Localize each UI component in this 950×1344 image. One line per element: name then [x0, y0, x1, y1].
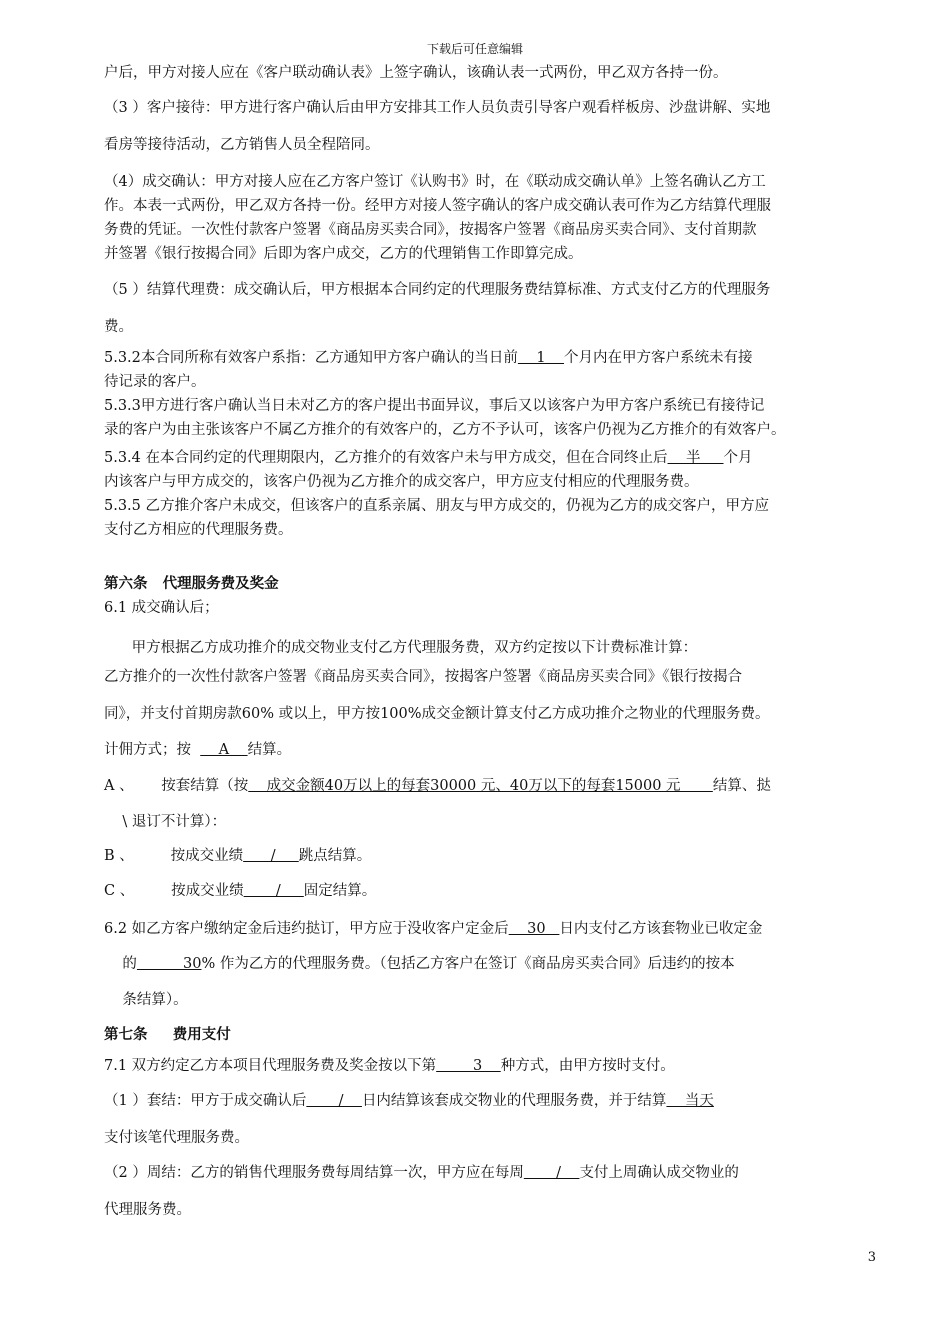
text-line: 同》，并支付首期房款60% 或以上，甲方按100%成交金额计算支付乙方成功推介之物业的代理服务费。 — [104, 706, 770, 722]
text-segment: 支付上周确认成交物业的 — [579, 1165, 739, 1181]
text-line: 条结算）。 — [104, 992, 188, 1008]
page-number: 3 — [867, 1250, 876, 1265]
text-line — [104, 447, 753, 469]
text-segment: 跳点结算。 — [298, 848, 372, 864]
text-line — [104, 1162, 739, 1184]
text-segment: B 、 按成交业绩 — [104, 848, 244, 864]
text-line: 6.1 成交确认后； — [104, 600, 219, 616]
text-line: 费。 — [104, 319, 133, 335]
text-line — [104, 953, 735, 975]
text-line: \ 退订不计算）： — [104, 814, 227, 830]
text-segment: 日内结算该套成交物业的代理服务费，并于结算 — [361, 1093, 667, 1109]
text-segment: （1 ）套结：甲方于成交确认后 — [104, 1093, 307, 1109]
filled-blank: / — [243, 848, 299, 864]
filled-blank: 半 — [667, 450, 724, 466]
text-line: 5.3.3甲方进行客户确认当日未对乙方的客户提出书面异议，事后又以该客户为甲方客户系统已有接待记 — [104, 398, 765, 414]
text-segment: （2 ）周结：乙方的销售代理服务费每周结算一次，甲方应在每周 — [104, 1165, 524, 1181]
text-segment: 5.3.2本合同所称有效客户系指：乙方通知甲方客户确认的当日前 — [104, 350, 518, 366]
filled-blank: 成交金额40万以上的每套30000 元、40万以下的每套15000 元 — [248, 778, 713, 794]
text-line — [104, 880, 376, 902]
text-line: 支付乙方相应的代理服务费。 — [104, 522, 293, 538]
text-line: 并签署《银行按揭合同》后即为客户成交，乙方的代理销售工作即算完成。 — [104, 246, 583, 262]
text-line — [104, 918, 762, 940]
section-heading: 第七条 费用支付 — [104, 1026, 231, 1043]
text-line: 支付该笔代理服务费。 — [104, 1130, 249, 1146]
text-segment: 种方式，由甲方按时支付。 — [500, 1058, 675, 1074]
text-line: 务费的凭证。一次性付款客户签署《商品房买卖合同》，按揭客户签署《商品房买卖合同》、支付首期款 — [104, 222, 757, 238]
filled-blank: 30 — [136, 956, 202, 972]
filled-blank: A — [200, 742, 248, 758]
text-line: 5.3.5 乙方推介客户未成交，但该客户的直系亲属、朋友与甲方成交的，仍视为乙方的成交客户，甲方应 — [104, 498, 769, 514]
text-line: （5 ）结算代理费：成交确认后，甲方根据本合同约定的代理服务费结算标准、方式支付乙方的代理服务 — [104, 282, 771, 298]
filled-blank: / — [306, 1093, 362, 1109]
text-line: 户后，甲方对接人应在《客户联动确认表》上签字确认，该确认表一式两份，甲乙双方各持一份。 — [104, 65, 728, 81]
text-line — [104, 739, 291, 761]
text-line: 录的客户为由主张该客户不属乙方推介的有效客户的，乙方不予认可，该客户仍视为乙方推介的有效客户。 — [104, 422, 786, 438]
text-segment: 计佣方式；按 — [104, 742, 201, 758]
text-segment: 5.3.4 在本合同约定的代理期限内，乙方推介的有效客户未与甲方成交，但在合同终止后 — [104, 450, 668, 466]
filled-blank: 3 — [436, 1058, 501, 1074]
text-segment: 固定结算。 — [303, 883, 377, 899]
text-line: 代理服务费。 — [104, 1202, 191, 1218]
filled-blank: / — [523, 1165, 580, 1181]
text-segment: 6.2 如乙方客户缴纳定金后违约挞订，甲方应于没收客户定金后 — [104, 921, 509, 937]
text-segment: 7.1 双方约定乙方本项目代理服务费及奖金按以下第 — [104, 1058, 437, 1074]
text-line: （4）成交确认：甲方对接人应在乙方客户签订《认购书》时，在《联动成交确认单》上签名确认乙方工 — [104, 174, 766, 190]
text-line: 乙方推介的一次性付款客户签署《商品房买卖合同》，按揭客户签署《商品房买卖合同》《银行按揭合 — [104, 669, 742, 685]
filled-blank: 1 — [517, 350, 565, 366]
text-segment: 日内支付乙方该套物业已收定金 — [559, 921, 763, 937]
text-line — [104, 775, 771, 797]
text-line — [104, 1090, 714, 1112]
text-segment: A 、 按套结算（按 — [104, 778, 249, 794]
text-line — [104, 845, 371, 867]
text-segment: 结算。 — [247, 742, 292, 758]
text-segment: 结算、挞 — [712, 778, 771, 794]
filled-blank: / — [243, 883, 304, 899]
text-line: 待记录的客户。 — [104, 374, 206, 390]
text-line: 内该客户与甲方成交的，该客户仍视为乙方推介的成交客户，甲方应支付相应的代理服务费。 — [104, 474, 699, 490]
filled-blank: 30 — [508, 921, 560, 937]
text-line: （3 ）客户接待：甲方进行客户确认后由甲方安排其工作人员负责引导客户观看样板房、沙盘讲解、实地 — [104, 100, 771, 116]
text-line — [104, 347, 753, 369]
text-segment: 个月 — [723, 450, 753, 466]
text-line: 看房等接待活动，乙方销售人员全程陪同。 — [104, 137, 380, 153]
text-segment: 的 — [104, 956, 137, 972]
section-heading: 第六条 代理服务费及奖金 — [104, 575, 279, 592]
filled-blank: 当天 — [666, 1093, 714, 1109]
text-segment: % 作为乙方的代理服务费。（包括乙方客户在签订《商品房买卖合同》后违约的按本 — [201, 956, 735, 972]
text-line — [104, 1055, 675, 1077]
page-header: 下载后可任意编辑 — [426, 42, 523, 56]
text-segment: 个月内在甲方客户系统未有接 — [564, 350, 753, 366]
text-segment: C 、 按成交业绩 — [104, 883, 244, 899]
text-line: 作。本表一式两份，甲乙双方各持一份。经甲方对接人签字确认的客户成交确认表可作为乙方结算代理服 — [104, 198, 771, 214]
text-line: 甲方根据乙方成功推介的成交物业支付乙方代理服务费，双方约定按以下计费标准计算： — [104, 640, 698, 656]
